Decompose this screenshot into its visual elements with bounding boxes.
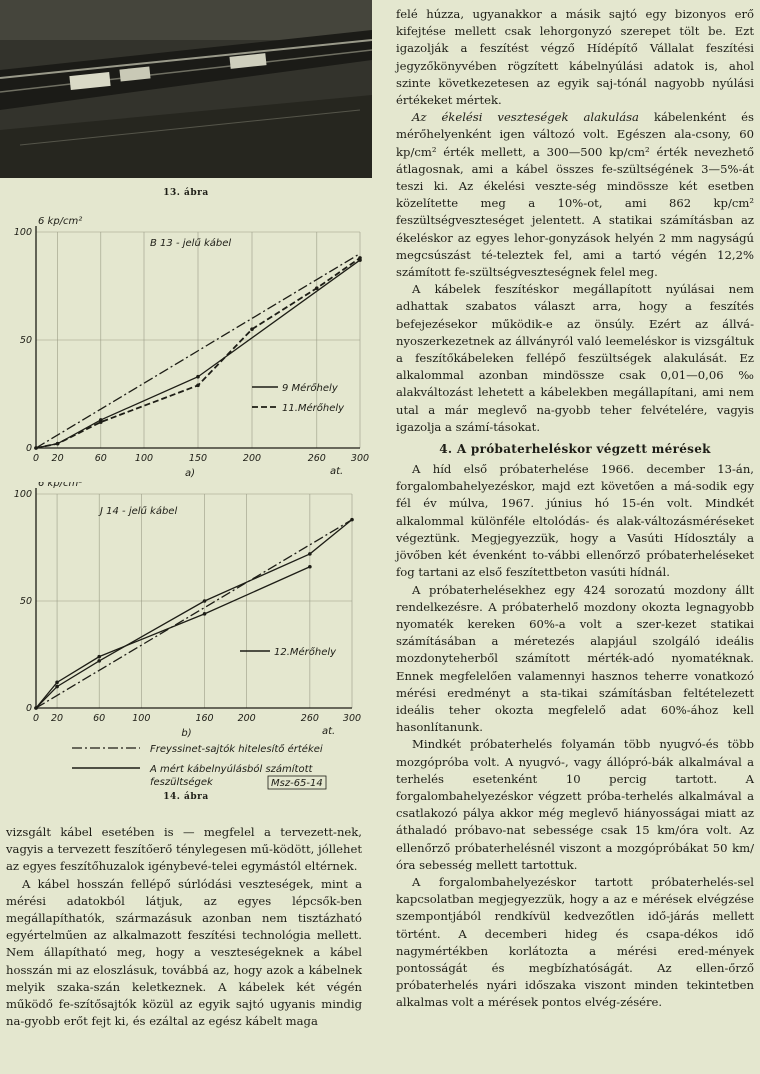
legend-label-dashdot: Freyssinet-sajtók hitelesítő értékei bbox=[150, 744, 323, 755]
x-tick-label: 20 bbox=[51, 713, 64, 724]
left-paragraph-2: A kábel hosszán fellépő súrlódási veszteségek, mint a mérési adatokból látjuk, az egyes lépcsők-ben megállapíthatók, származásuk azonban nem tisztázható egyértelműen az alkalmazott feszítési technológia mellett. Nem állapítható meg, hogy a veszteségeknek a kábel hosszán mi az eloszlásuk, továbbá az, hogy azok a kábelnek melyik szaka-szán keletkeznek. A kábelek két végén működő fe-szítősajtók közül az egyik sajtó ugyanis mindig na-gyobb erőt fejt ki, és ezáltal az egész kábelt maga bbox=[6, 876, 362, 1029]
legend-label-11: 11.Mérőhely bbox=[282, 403, 345, 414]
data-point bbox=[250, 327, 254, 331]
right-column bbox=[396, 6, 754, 1012]
chart-title: B 13 - jelű kábel bbox=[150, 238, 232, 249]
cable-photo-image bbox=[0, 0, 372, 178]
data-point bbox=[99, 420, 103, 424]
y-tick-label: 50 bbox=[19, 596, 32, 607]
y-axis-label: 6 kp/cm² bbox=[38, 482, 83, 489]
chart-b-svg bbox=[0, 482, 372, 812]
x-tick-label: 60 bbox=[93, 713, 106, 724]
data-point bbox=[97, 655, 101, 659]
y-tick-label: 0 bbox=[25, 443, 32, 454]
panel-label: a) bbox=[185, 468, 196, 479]
right-paragraph-5: A próbaterhelésekhez egy 424 sorozatú mozdony állt rendelkezésre. A próbaterhelő mozdony okozta legnagyobb nyomaték kereken 60%-a volt a szer-kezet statikai számításában a méretezés alapjául szolgáló ideális mozdonyteherből számított mérték-adó nyomatéknak. Ennek megfelelően valamennyi hasznos teherre vonatkozó mérési eredményt a sta-tikai számításban feltételezett ideális teher okozta megfelelő adat 60%-ához kell hasonlítanunk. bbox=[396, 582, 754, 735]
x-axis-label: at. bbox=[330, 466, 344, 477]
y-tick-label: 100 bbox=[13, 489, 32, 500]
stamp-text: Msz-65-14 bbox=[271, 778, 323, 789]
section-heading: 4. A próbaterheléskor végzett mérések bbox=[439, 442, 711, 457]
left-column-text bbox=[6, 824, 362, 1030]
x-tick-label: 200 bbox=[242, 453, 262, 464]
x-tick-label: 20 bbox=[51, 453, 64, 464]
figure-14-caption: 14. ábra bbox=[163, 792, 209, 802]
chart-b bbox=[0, 482, 372, 812]
legend-label-solid-2: feszültségek bbox=[150, 777, 213, 788]
y-axis-label: 6 kp/cm² bbox=[38, 216, 83, 227]
series-line-2 bbox=[36, 567, 310, 708]
right-paragraph-1: felé húzza, ugyanakkor a másik sajtó egy bizonyos erő kifejtése mellett csak lehorgonyzó szerepet tölt be. Ezt igazolják a feszítést végző Hídépítő Vállalat feszítési jegyzőkönyvében rögzített kábelnyúlási adatok is, ahol szinte következetesen az egyik saj-tónál nagyobb nyúlási értékeket mértek. bbox=[396, 7, 754, 108]
right-paragraph-6: Mindkét próbaterhelés folyamán több nyugvó-és több mozgópróba volt. A nyugvó-, vagy állópró-bák alkalmával a terhelés esetenként 10 percig tartott. A forgalombahelyezéskor végzett próba-terhelés alkalmával a csatlakozó pálya akkor még meglevő hiányosságai miatt az áthaladó próbavo-nat sebessége csak 15 km/óra volt. Az ellenőrző próbaterhelésnél viszont a mozgópróbákat 50 km/óra sebesség mellett tartottuk. bbox=[396, 737, 754, 872]
x-tick-label: 0 bbox=[32, 713, 40, 724]
right-paragraph-2-rest: kábelenként és mérőhelyenként igen változó volt. Egészen ala-csony, 60 kp/cm² érték mellett, a 300—500 kp/cm² érték nevezhető átlagosnak, ami a kábel összes fe-szültségének 3—5%-át teszi ki. Az ékelési veszte-ség mindössze két esetben közelítette meg a 10%-ot, ami 862 kp/cm² feszültségveszteséget jelentett. A statikai számításban az ékeléskor az egyes lehor-gonyzások helyén 2 mm nagyságú megcsúszást té-teleztek fel, ami a tartó végén 12,2% számított fe-szültségveszteségnek felel meg. bbox=[396, 110, 754, 280]
data-point bbox=[196, 375, 200, 379]
series-line-0 bbox=[36, 520, 352, 708]
data-point bbox=[34, 446, 38, 450]
x-tick-label: 260 bbox=[300, 713, 319, 724]
data-point bbox=[315, 286, 319, 290]
data-point bbox=[308, 565, 312, 569]
x-tick-label: 100 bbox=[134, 453, 154, 464]
x-tick-label: 0 bbox=[32, 453, 40, 464]
data-point bbox=[196, 384, 200, 388]
left-paragraph-1: vizsgált kábel esetében is — megfelel a tervezett-nek, vagyis a tervezett feszítőerő ténylegesen mű-ködött, jóllehet az egyes feszítőhuzalok igénybevé-telei egymástól eltérnek. bbox=[6, 825, 362, 874]
data-point bbox=[358, 256, 362, 260]
x-tick-label: 100 bbox=[132, 713, 151, 724]
legend-label-9: 9 Mérőhely bbox=[282, 383, 338, 394]
panel-label: b) bbox=[181, 728, 192, 739]
x-tick-label: 300 bbox=[342, 713, 362, 724]
legend-label-solid-1: A mért kábelnyúlásból számított bbox=[150, 764, 313, 775]
legend-label-12: 12.Mérőhely bbox=[274, 647, 337, 658]
right-paragraph-2 bbox=[396, 109, 754, 281]
x-tick-label: 60 bbox=[94, 453, 107, 464]
data-point bbox=[55, 681, 59, 685]
y-tick-label: 100 bbox=[13, 227, 32, 238]
figure-13-caption: 13. ábra bbox=[163, 188, 209, 198]
x-tick-label: 260 bbox=[307, 453, 326, 464]
italic-phrase: Az ékelési veszteségek alakulása bbox=[412, 110, 639, 125]
data-point bbox=[34, 706, 38, 710]
right-paragraph-4: A híd első próbaterhelése 1966. december 13-án, forgalombahelyezéskor, majd ezt követően a má-sodik egy fél év múlva, 1967. június hó 15-én volt. Mindkét alkalommal különféle eltolódás- és alak-változásméréseket végeztünk. Megjegyezzük, hogy a Vasúti Hídosztály a jövőben két évenként to-vábbi ellenőrző próbaterheléseket fog tartani az első feszítettbeton vasúti hídnál. bbox=[396, 462, 754, 580]
data-point bbox=[350, 518, 354, 522]
x-tick-label: 150 bbox=[188, 453, 208, 464]
right-paragraph-3: A kábelek feszítéskor megállapított nyúlásai nem adhattak szabatos választ arra, hogy a feszítés befejezésekor működik-e az önsúly. Ezért az állvá-nyoszerkezetnek az állványról való leemeléskor is vizsgáltuk a feszítőkábeleken fellépő feszültségek alakulását. Ez alkalommal azonban mindössze csak 0,01—0,06 ‰ alakváltozást lehetett a kábelekben megállapítani, ami nem utal a már meglevő na-gyobb teher felvételére, vagyis igazolja a számí-tásokat. bbox=[396, 282, 754, 434]
chart-a-svg bbox=[0, 206, 372, 482]
data-point bbox=[203, 612, 207, 616]
y-tick-label: 50 bbox=[19, 335, 32, 346]
x-axis-label: at. bbox=[322, 726, 336, 737]
data-point bbox=[97, 659, 101, 663]
chart-title: J 14 - jelű kábel bbox=[100, 506, 178, 517]
data-point bbox=[203, 599, 207, 603]
x-tick-label: 160 bbox=[195, 713, 214, 724]
x-tick-label: 200 bbox=[237, 713, 256, 724]
cable-photo bbox=[0, 0, 372, 178]
right-paragraph-7: A forgalombahelyezéskor tartott próbaterhelés-sel kapcsolatban megjegyezzük, hogy a az e mérések elvégzése szempontjából rendkívül kedvezőtlen idő-járás mellett történt. A decemberi hideg és csapa-dékos idő nagymértékben korlátozta a mérési ered-mények pontosságát és megbízhatóságát. Az ellen-őrző próbaterhelés nyári időszaka viszont minden tekintetben alkalmas volt a mérések pontos elvég-zésére. bbox=[396, 874, 754, 1010]
data-point bbox=[308, 552, 312, 556]
data-point bbox=[56, 442, 60, 446]
data-point bbox=[55, 685, 59, 689]
y-tick-label: 0 bbox=[25, 703, 32, 714]
x-tick-label: 300 bbox=[350, 453, 370, 464]
chart-a bbox=[0, 206, 372, 482]
